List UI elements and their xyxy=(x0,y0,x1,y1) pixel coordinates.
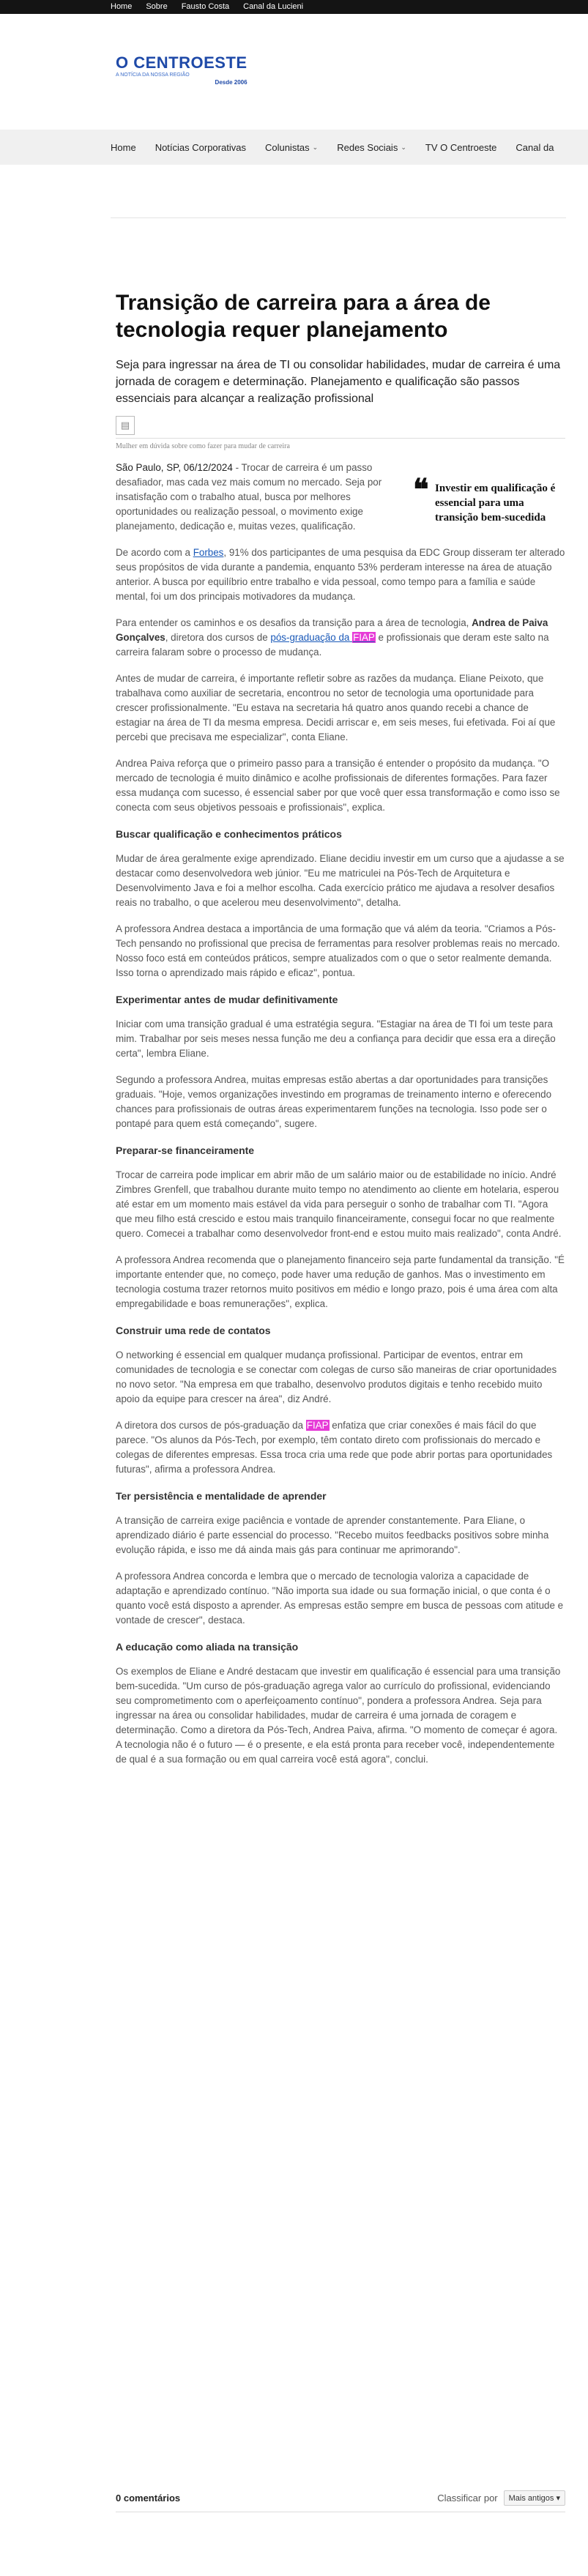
nav-item-label: Colunistas xyxy=(264,141,310,153)
logo-title: O CENTROESTE xyxy=(116,53,248,72)
paragraph: Segundo a professora Andrea, muitas empresas estão abertas a dar oportunidades para transições graduais. "Hoje, vemos organizações investindo em programas de treinamento interno e oferecendo chances para profissionais de outras áreas experimentarem funções na tecnologia. Isso pode ser o pontapé para quem está começando", sugere. xyxy=(116,1074,552,1129)
dateline: São Paulo, SP, 06/12/2024 xyxy=(116,462,233,473)
comments-count: 0 comentários xyxy=(116,2492,181,2504)
sort-label: Classificar por xyxy=(437,2492,498,2504)
nav-item-home[interactable] xyxy=(111,142,136,153)
paragraph: Iniciar com uma transição gradual é uma estratégia segura. "Estagiar na área de TI foi um teste para mim. Trabalhar por seis meses nessa função me deu a confiança para decidir que essa era a direção certa", lembra Eliane. xyxy=(116,1019,556,1059)
nav-item-label: Redes Sociais xyxy=(337,141,398,153)
comments-header xyxy=(116,2487,565,2509)
pos-graduacao-link[interactable]: pós-graduação da FIAP xyxy=(270,632,375,643)
chevron-down-icon: ⌄ xyxy=(312,143,319,151)
site-logo[interactable] xyxy=(116,54,248,86)
nav-item-tv-o-centroeste[interactable] xyxy=(425,142,497,153)
paragraph: A professora Andrea destaca a importância de uma formação que vá além da teoria. "Criamos a Pós-Tech pensando no profissional que precisa de ferramentas para resolver problemas reais no mercado. Nosso foco está em conteúdos práticos, sempre atualizados com o que o setor realmente demanda. Isso torna o aprendizado mais rápido e eficaz", pontua. xyxy=(116,923,560,978)
nav-item-canal-da[interactable] xyxy=(516,142,554,153)
article-image[interactable] xyxy=(116,416,135,435)
logo-since: Desde 2006 xyxy=(215,79,248,86)
person-name: Andrea de Paiva Gonçalves xyxy=(116,617,548,643)
paragraph: Antes de mudar de carreira, é importante refletir sobre as razões da mudança. Eliane Peixoto, que trabalhava como auxiliar de secretaria, encontrou no setor de tecnologia uma oportunidade para crescer profissionalmente. "Eu estava na secretaria há quatro anos quando recebi a chance de estagiar na área de TI da mesma empresa. Decidi arriscar e, em seis meses, fui efetivada. Foi aí que percebi que precisava me especializar", conta Eliane. xyxy=(116,673,556,742)
nav-item-redes-sociais[interactable] xyxy=(337,142,406,153)
section-heading: Preparar-se financeiramente xyxy=(116,1144,255,1156)
image-placeholder-icon: ▤ xyxy=(120,420,130,431)
comments-sort xyxy=(437,2490,565,2506)
article xyxy=(116,289,565,1779)
topbar-link-home[interactable]: Home xyxy=(111,2,133,11)
fiap-highlight: FIAP xyxy=(353,632,375,643)
paragraph: Mudar de área geralmente exige aprendizado. Eliane decidiu investir em um curso que a ajudasse a se destacar como desenvolvedora web júnior. "Eu me matriculei na Pós-Tech de Arquitetura e Desenvolvimento Java e foi a melhor escolha. Cada exercício prático me ajudava a resolver desafios reais no trabalho, o que acelerou meu desenvolvimento", detalha. xyxy=(116,853,565,908)
topbar-link-fausto-costa[interactable]: Fausto Costa xyxy=(181,2,230,11)
sort-select[interactable]: Mais antigos ▾ xyxy=(504,2490,565,2506)
topbar-link-sobre[interactable]: Sobre xyxy=(146,2,168,11)
caption-divider xyxy=(116,438,565,439)
main-nav xyxy=(0,130,588,165)
section-heading: Experimentar antes de mudar definitivamente xyxy=(116,994,338,1005)
pull-quote-text: Investir em qualificação é essencial para uma transição bem-sucedida xyxy=(435,483,556,524)
chevron-down-icon: ⌄ xyxy=(401,143,406,151)
paragraph: A professora Andrea concorda e lembra que o mercado de tecnologia valoriza a capacidade de adaptação e aprendizado contínuo. "Não importa sua idade ou sua formação inicial, o que conta é o quanto você está disposto a aprender. As empresas estão sempre em busca de pessoas com atitude e vontade de crescer", destaca. xyxy=(116,1571,564,1626)
paragraph: A transição de carreira exige paciência e vontade de aprender constantemente. Para Eliane, o aprendizado diário é parte essencial do processo. "Recebo muitos feedbacks positivos sobre minha evolução rápida, e isso me dá ainda mais gás para continuar me aprimorando". xyxy=(116,1515,549,1555)
paragraph: Andrea Paiva reforça que o primeiro passo para a transição é entender o propósito da mudança. "O mercado de tecnologia é muito dinâmico e acolhe profissionais de diferentes formações. Para fazer essa mudança com sucesso, é essencial saber por que você quer essa transformação e como isso se conecta com seus objetivos pessoais e profissionais", explica. xyxy=(116,758,560,813)
quote-icon: ❝ xyxy=(413,473,429,506)
section-heading: Buscar qualificação e conhecimentos práticos xyxy=(116,828,342,840)
paragraph: Trocar de carreira pode implicar em abrir mão de um salário maior ou de estabilidade no início. André Zimbres Grenfell, que trabalhou durante muito tempo no atendimento ao cliente em hotelaria, esperou até estar em um momento mais estável da vida para perseguir o sonho de trabalhar com TI. "Agora que meu filho está crescido e estou mais tranquilo financeiramente, consegui focar no que realmente quero. Comecei a trabalhar como desenvolvedor front-end e estou muito mais realizado", conta André. xyxy=(116,1169,562,1239)
article-lead: Seja para ingressar na área de TI ou consolidar habilidades, mudar de carreira é uma jornada de coragem e determinação. Planejamento e qualificação são passos essenciais para alcançar a realização profissional xyxy=(116,359,561,405)
pull-quote xyxy=(413,473,565,525)
forbes-link[interactable]: Forbes xyxy=(193,547,224,558)
nav-item-label: Canal da xyxy=(516,141,554,153)
chevron-down-icon: ▾ xyxy=(556,2493,560,2503)
nav-item-colunistas[interactable] xyxy=(265,142,318,153)
section-heading: Ter persistência e mentalidade de aprender xyxy=(116,1490,327,1502)
site-header xyxy=(0,14,588,130)
section-heading: Construir uma rede de contatos xyxy=(116,1325,271,1336)
paragraph: Para entender os caminhos e os desafios da transição para a área de tecnologia, Andrea de Paiva Gonçalves, diretora dos cursos de pós-graduação da FIAP e profissionais que deram este salto na carreira falaram sobre o processo de mudança. xyxy=(116,617,549,658)
nav-item-label: TV O Centroeste xyxy=(425,141,497,153)
paragraph: De acordo com a Forbes, 91% dos participantes de uma pesquisa da EDC Group disseram ter alterado seus propósitos de vida durante a pandemia, enquanto 53% perderam interesse na área de atuação anterior. A busca por equilíbrio entre trabalho e vida pessoal, como tempo para a família e saúde mental, foi um dos principais motivadores da mudança. xyxy=(116,547,565,602)
nav-item-label: Home xyxy=(111,141,136,153)
paragraph: O networking é essencial em qualquer mudança profissional. Participar de eventos, entrar em comunidades de tecnologia e se conectar com colegas de curso são maneiras de criar oportunidades no novo setor. "Na empresa em que trabalho, desenvolvo produtos digitais e tenho recebido muito apoio da equipe para crescer na área", diz André. xyxy=(116,1350,557,1404)
image-caption: Mulher em dúvida sobre como fazer para mudar de carreira xyxy=(116,442,290,450)
article-title: Transição de carreira para a área de tecnologia requer planejamento xyxy=(116,291,491,342)
divider xyxy=(111,217,566,218)
logo-subtitle: A NOTÍCIA DA NOSSA REGIÃO xyxy=(116,72,190,78)
top-bar xyxy=(0,0,588,14)
topbar-link-canal-lucieni[interactable]: Canal da Lucieni xyxy=(243,2,304,11)
fiap-highlight: FIAP xyxy=(306,1420,329,1431)
section-heading: A educação como aliada na transição xyxy=(116,1641,299,1653)
nav-item-noticias-corporativas[interactable] xyxy=(155,142,246,153)
article-body xyxy=(116,461,565,1767)
nav-item-label: Notícias Corporativas xyxy=(155,141,246,153)
paragraph: A diretora dos cursos de pós-graduação da FIAP enfatiza que criar conexões é mais fácil do que parece. "Os alunos da Pós-Tech, por exemplo, têm contato direto com profissionais do mercado e colegas de diferentes empresas. Essa troca cria uma rede que pode abrir portas para oportunidades futuras", afirma a professora Andrea. xyxy=(116,1420,553,1475)
paragraph: Os exemplos de Eliane e André destacam que investir em qualificação é essencial para uma transição bem-sucedida. "Um curso de pós-graduação agrega valor ao currículo do profissional, evidenciando seu comprometimento com o aperfeiçoamento contínuo", pondera a professora Andrea. Seja para ingressar na área ou consolidar habilidades, mudar de carreira é uma jornada de coragem e determinação. Como a diretora da Pós-Tech, Andrea Paiva, afirma. "O momento de começar é agora. A tecnologia não é o futuro — é o presente, e ela está pronta para receber você, independentemente de qual é a sua formação ou em qual carreira você está agora", conclui. xyxy=(116,1666,561,1765)
paragraph: A professora Andrea recomenda que o planejamento financeiro seja parte fundamental da transição. "É importante entender que, no começo, pode haver uma redução de ganhos. Mas o investimento em tecnologia costuma trazer retornos muito positivos em médio e longo prazo, pois é uma área com alta empregabilidade e boas remunerações", explica. xyxy=(116,1254,565,1309)
paragraph: São Paulo, SP, 06/12/2024 - Trocar de carreira é um passo desafiador, mas cada vez mais comum no mercado. Seja por insatisfação com o trabalho atual, busca por melhores oportunidades ou realização pessoal, o movimento exige planejamento, dedicação e, muitas vezes, qualificação. xyxy=(116,462,382,532)
